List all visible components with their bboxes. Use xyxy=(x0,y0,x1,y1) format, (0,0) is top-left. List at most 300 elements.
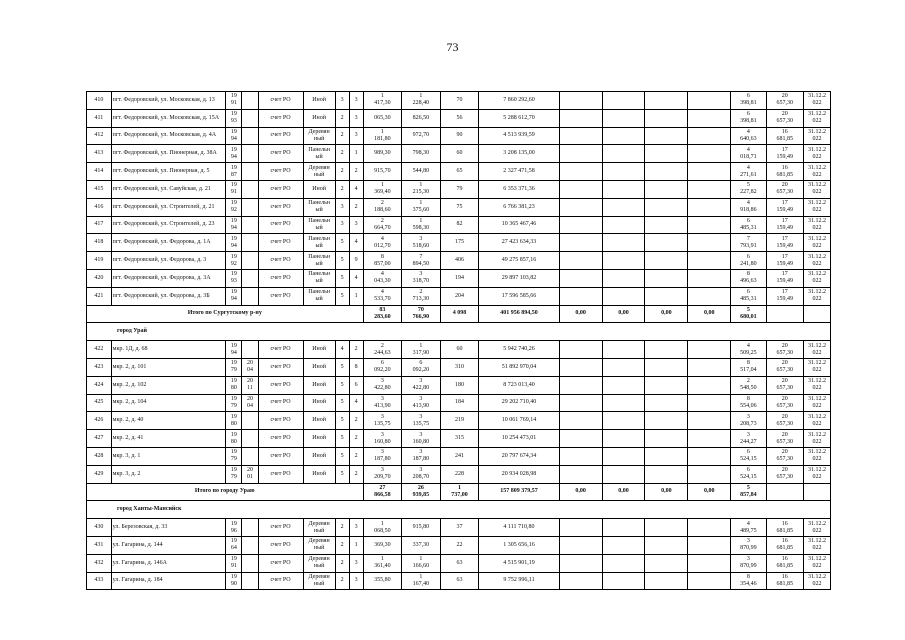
empty-cell xyxy=(688,180,731,198)
unit-cost-cell-line: 4 xyxy=(746,342,750,349)
floors-cell: 5 xyxy=(335,430,349,448)
table-body xyxy=(87,92,831,590)
cost-cell: 5 288 612,70 xyxy=(479,109,559,127)
unit-cost-cell xyxy=(731,163,766,181)
empty-cell xyxy=(559,180,602,198)
deadline-cell-line: 022 xyxy=(812,474,822,481)
total-area-cell xyxy=(363,198,402,216)
total-area-cell-line: 4 xyxy=(380,235,384,242)
year-built-cell-line: 19 xyxy=(230,289,237,296)
page-number: 73 xyxy=(446,40,459,54)
housing-register-table xyxy=(86,91,831,590)
residents-cell: 56 xyxy=(440,109,479,127)
total-area-cell xyxy=(363,465,402,483)
empty-cell xyxy=(602,536,645,554)
living-area-cell-line: 6 xyxy=(419,360,423,367)
wall-material-cell: Деревян ный xyxy=(303,127,335,145)
row-number: 432 xyxy=(87,554,112,572)
unit-cost-cell-line: 8 xyxy=(746,271,750,278)
max-cost-cell-line: 681,85 xyxy=(776,135,794,142)
unit-cost-cell xyxy=(731,180,766,198)
floors-cell: 2 xyxy=(335,180,349,198)
year-commissioned-cell xyxy=(242,412,258,430)
row-number: 428 xyxy=(87,447,112,465)
empty-cell xyxy=(602,145,645,163)
cost-cell: 6 766 381,23 xyxy=(479,198,559,216)
deadline-cell-line: 31.12.2 xyxy=(808,182,827,189)
account-cell: счет РО xyxy=(258,109,303,127)
year-commissioned-cell xyxy=(242,198,258,216)
unit-cost-cell-line: 6 xyxy=(746,289,750,296)
deadline-cell-line: 31.12.2 xyxy=(808,111,827,118)
max-cost-cell-line: 657,30 xyxy=(776,474,794,481)
empty-cell xyxy=(602,92,645,110)
year-built-cell xyxy=(226,572,242,590)
year-built-cell-line: 94 xyxy=(230,224,237,231)
total-area-cell-line: 83 xyxy=(379,306,386,313)
empty-cell xyxy=(602,163,645,181)
wall-material-cell: Иной xyxy=(303,412,335,430)
unit-cost-cell-line: 485,31 xyxy=(740,224,757,231)
deadline-cell-line: 31.12.2 xyxy=(808,271,827,278)
living-area-cell-line: 3 xyxy=(419,449,423,456)
wall-material-cell: Иной xyxy=(303,358,335,376)
table-row xyxy=(87,447,831,465)
deadline-cell-line: 31.12.2 xyxy=(808,573,827,580)
deadline-cell-line: 022 xyxy=(812,135,822,142)
address-cell: ул. Березовская, д. 33 xyxy=(111,519,226,537)
year-built-cell xyxy=(226,234,242,252)
total-area-cell xyxy=(363,163,402,181)
year-built-cell xyxy=(226,163,242,181)
table-row xyxy=(87,572,831,590)
row-number: 412 xyxy=(87,127,112,145)
account-cell: счет РО xyxy=(258,536,303,554)
year-built-cell-line: 79 xyxy=(230,402,237,409)
empty-cell xyxy=(602,216,645,234)
living-area-cell-line: 375,60 xyxy=(412,207,430,214)
empty-cell xyxy=(645,536,688,554)
empty-cell xyxy=(688,465,731,483)
row-number: 426 xyxy=(87,412,112,430)
unit-cost-cell-line: 793,91 xyxy=(740,242,757,249)
unit-cost-cell-line: 5 xyxy=(746,306,750,313)
entrances-cell: 4 xyxy=(349,269,363,287)
empty-cell xyxy=(602,180,645,198)
unit-cost-cell-line: 680,01 xyxy=(740,313,757,320)
zero-cell: 0,00 xyxy=(559,305,602,323)
max-cost-cell-line: 20 xyxy=(781,449,788,456)
cost-cell: 29 202 710,40 xyxy=(479,394,559,412)
empty-cell xyxy=(602,572,645,590)
residents-cell: 228 xyxy=(440,465,479,483)
living-area-cell-line: 3 xyxy=(419,467,423,474)
row-number: 415 xyxy=(87,180,112,198)
living-area-cell-line: 166,60 xyxy=(412,563,430,570)
living-area-cell-line: 713,30 xyxy=(412,296,430,303)
total-area-cell-line: 3 xyxy=(380,413,384,420)
empty-cell xyxy=(559,252,602,270)
year-built-cell-line: 94 xyxy=(230,135,237,142)
deadline-cell-line: 022 xyxy=(812,260,822,267)
floors-cell: 5 xyxy=(335,234,349,252)
empty-cell xyxy=(559,216,602,234)
floors-cell: 2 xyxy=(335,127,349,145)
deadline-cell-line: 31.12.2 xyxy=(808,289,827,296)
max-cost-cell xyxy=(766,92,804,110)
residents-cell: 63 xyxy=(440,554,479,572)
unit-cost-cell xyxy=(731,216,766,234)
wall-material-cell: Иной xyxy=(303,394,335,412)
empty-cell xyxy=(559,572,602,590)
row-number: 422 xyxy=(87,341,112,359)
empty-cell xyxy=(645,92,688,110)
max-cost-cell xyxy=(766,216,804,234)
unit-cost-cell-line: 496,63 xyxy=(740,278,757,285)
floors-cell: 3 xyxy=(335,216,349,234)
entrances-cell: 3 xyxy=(349,92,363,110)
max-cost-cell xyxy=(766,287,804,305)
cost-cell: 7 860 292,60 xyxy=(479,92,559,110)
year-built-cell-line: 79 xyxy=(230,474,237,481)
table-row xyxy=(87,127,831,145)
deadline-cell xyxy=(804,394,831,412)
floors-cell: 2 xyxy=(335,554,349,572)
empty-cell xyxy=(559,145,602,163)
entrances-cell: 3 xyxy=(349,554,363,572)
unit-cost-cell-line: 4 xyxy=(746,164,750,171)
year-built-cell-line: 19 xyxy=(230,93,237,100)
unit-cost-cell-line: 227,82 xyxy=(740,189,757,196)
entrances-cell: 2 xyxy=(349,198,363,216)
empty-cell xyxy=(559,358,602,376)
cost-cell: 20 797 674,34 xyxy=(479,447,559,465)
max-cost-cell-line: 681,85 xyxy=(776,563,794,570)
cost-cell: 3 208 135,00 xyxy=(479,145,559,163)
unit-cost-cell-line: 4 xyxy=(746,200,750,207)
unit-cost-cell-line: 6 xyxy=(746,111,750,118)
year-built-cell-line: 19 xyxy=(230,235,237,242)
max-cost-cell xyxy=(766,269,804,287)
year-built-cell-line: 96 xyxy=(230,527,237,534)
table-row xyxy=(87,163,831,181)
address-cell: мкр. 3, д. 1 xyxy=(111,447,226,465)
year-built-cell-line: 19 xyxy=(230,538,237,545)
max-cost-cell-line: 20 xyxy=(781,467,788,474)
year-built-cell-line: 94 xyxy=(230,349,237,356)
max-cost-cell xyxy=(766,109,804,127)
address-cell: пгт. Федоровский, ул. Строителей, д. 21 xyxy=(111,198,226,216)
unit-cost-cell-line: 6 xyxy=(746,93,750,100)
empty-cell xyxy=(602,127,645,145)
wall-material-cell: Иной xyxy=(303,465,335,483)
year-built-cell-line: 19 xyxy=(230,342,237,349)
empty-cell xyxy=(688,163,731,181)
total-area-cell xyxy=(363,145,402,163)
residents-cell: 315 xyxy=(440,430,479,448)
living-area-cell xyxy=(402,394,441,412)
row-number: 411 xyxy=(87,109,112,127)
living-area-cell-line: 70 xyxy=(417,306,424,313)
year-commissioned-cell xyxy=(242,358,258,376)
wall-material-cell: Деревян ный xyxy=(303,519,335,537)
year-built-cell xyxy=(226,216,242,234)
address-cell: пгт. Федоровский, ул. Федорова, д. 3Б xyxy=(111,287,226,305)
unit-cost-cell-line: 489,75 xyxy=(740,527,757,534)
empty-cell xyxy=(645,109,688,127)
empty-cell xyxy=(559,269,602,287)
empty-cell xyxy=(688,269,731,287)
empty-cell xyxy=(766,483,804,501)
max-cost-cell xyxy=(766,198,804,216)
year-built-cell-line: 19 xyxy=(230,164,237,171)
address-cell: ул. Гагарина, д. 144 xyxy=(111,536,226,554)
total-area-cell xyxy=(363,216,402,234)
year-built-cell-line: 80 xyxy=(230,438,237,445)
unit-cost-cell-line: 4 xyxy=(746,146,750,153)
max-cost-cell-line: 17 xyxy=(781,253,788,260)
max-cost-cell-line: 16 xyxy=(781,556,788,563)
living-area-cell-line: 798,30 xyxy=(412,150,430,157)
living-area-cell-line: 7 xyxy=(419,253,423,260)
table-row xyxy=(87,269,831,287)
living-area-cell xyxy=(402,269,441,287)
total-area-cell-line: 27 xyxy=(379,484,386,491)
unit-cost-cell-line: 398,81 xyxy=(740,100,757,107)
empty-cell xyxy=(688,92,731,110)
max-cost-cell xyxy=(766,163,804,181)
unit-cost-cell xyxy=(731,269,766,287)
total-area-cell xyxy=(363,519,402,537)
row-number: 419 xyxy=(87,252,112,270)
total-area-cell-line: 369,30 xyxy=(374,541,391,548)
year-built-cell xyxy=(226,287,242,305)
wall-material-cell: Панельн ый xyxy=(303,145,335,163)
empty-cell xyxy=(559,519,602,537)
deadline-cell xyxy=(804,234,831,252)
total-area-cell xyxy=(363,376,402,394)
deadline-cell-line: 31.12.2 xyxy=(808,128,827,135)
max-cost-cell xyxy=(766,519,804,537)
max-cost-cell-line: 681,85 xyxy=(776,580,794,587)
year-built-cell xyxy=(226,554,242,572)
account-cell: счет РО xyxy=(258,465,303,483)
total-area-cell-line: 4 xyxy=(380,289,384,296)
empty-cell xyxy=(602,465,645,483)
year-built-cell-line: 19 xyxy=(230,146,237,153)
cost-cell: 4 111 710,80 xyxy=(479,519,559,537)
year-built-cell-line: 19 xyxy=(230,217,237,224)
year-built-cell-line: 91 xyxy=(230,563,237,570)
city-name: город Ханты-Мансийск xyxy=(87,501,831,519)
unit-cost-cell xyxy=(731,127,766,145)
max-cost-cell-line: 16 xyxy=(781,520,788,527)
residents-cell: 204 xyxy=(440,287,479,305)
year-built-cell-line: 19 xyxy=(230,128,237,135)
max-cost-cell-line: 20 xyxy=(781,413,788,420)
year-commissioned-cell xyxy=(242,447,258,465)
city-name: город Урай xyxy=(87,323,831,341)
max-cost-cell xyxy=(766,554,804,572)
unit-cost-cell-line: 6 xyxy=(746,467,750,474)
row-number: 413 xyxy=(87,145,112,163)
total-area-cell-line: 209,70 xyxy=(374,474,391,481)
max-cost-cell xyxy=(766,536,804,554)
unit-cost-cell xyxy=(731,198,766,216)
account-cell: счет РО xyxy=(258,572,303,590)
living-area-cell-line: 894,50 xyxy=(412,260,430,267)
total-area-cell xyxy=(363,483,402,501)
cost-cell: 4 515 901,19 xyxy=(479,554,559,572)
unit-cost-cell xyxy=(731,92,766,110)
living-area-cell-line: 3 xyxy=(419,395,423,402)
living-area-cell-line: 915,80 xyxy=(412,524,430,531)
entrances-cell: 6 xyxy=(349,376,363,394)
max-cost-cell-line: 20 xyxy=(781,342,788,349)
living-area-cell-line: 939,85 xyxy=(412,491,430,498)
unit-cost-cell-line: 857,84 xyxy=(740,491,757,498)
empty-cell xyxy=(688,412,731,430)
year-built-cell-line: 92 xyxy=(230,207,237,214)
deadline-cell xyxy=(804,519,831,537)
deadline-cell-line: 31.12.2 xyxy=(808,449,827,456)
empty-cell xyxy=(804,483,831,501)
wall-material-cell: Деревян ный xyxy=(303,572,335,590)
residents-cell: 60 xyxy=(440,341,479,359)
floors-cell: 4 xyxy=(335,341,349,359)
unit-cost-cell-line: 918,86 xyxy=(740,207,757,214)
year-commissioned-cell-line: 20 xyxy=(246,360,253,367)
residents-cell: 79 xyxy=(440,180,479,198)
address-cell: мкр. 2, д. 101 xyxy=(111,358,226,376)
address-cell: пгт. Федоровский, ул. Федорова, д. 1А xyxy=(111,234,226,252)
max-cost-cell-line: 657,30 xyxy=(776,367,794,374)
empty-cell xyxy=(602,287,645,305)
account-cell: счет РО xyxy=(258,447,303,465)
deadline-cell-line: 022 xyxy=(812,367,822,374)
year-built-cell-line: 93 xyxy=(230,278,237,285)
total-area-cell-line: 244,63 xyxy=(374,349,391,356)
residents-cell: 4 098 xyxy=(440,305,479,323)
row-number: 418 xyxy=(87,234,112,252)
year-built-cell-line: 19 xyxy=(230,378,237,385)
year-commissioned-cell-line: 20 xyxy=(246,467,253,474)
deadline-cell-line: 31.12.2 xyxy=(808,342,827,349)
max-cost-cell-line: 17 xyxy=(781,200,788,207)
residents-cell: 184 xyxy=(440,394,479,412)
address-cell: мкр. 2, д. 104 xyxy=(111,394,226,412)
max-cost-cell-line: 159,49 xyxy=(776,242,794,249)
floors-cell: 5 xyxy=(335,269,349,287)
unit-cost-cell-line: 271,61 xyxy=(740,171,757,178)
empty-cell xyxy=(559,465,602,483)
floors-cell: 2 xyxy=(335,536,349,554)
residents-cell: 406 xyxy=(440,252,479,270)
deadline-cell-line: 31.12.2 xyxy=(808,413,827,420)
year-built-cell xyxy=(226,252,242,270)
wall-material-cell: Иной xyxy=(303,430,335,448)
total-area-cell xyxy=(363,394,402,412)
address-cell: мкр. 2, д. 102 xyxy=(111,376,226,394)
empty-cell xyxy=(688,252,731,270)
empty-cell xyxy=(688,216,731,234)
max-cost-cell-line: 657,30 xyxy=(776,456,794,463)
account-cell: счет РО xyxy=(258,180,303,198)
year-commissioned-cell xyxy=(242,180,258,198)
max-cost-cell xyxy=(766,376,804,394)
floors-cell: 5 xyxy=(335,376,349,394)
deadline-cell-line: 022 xyxy=(812,278,822,285)
zero-cell: 0,00 xyxy=(645,483,688,501)
entrances-cell: 2 xyxy=(349,430,363,448)
max-cost-cell xyxy=(766,252,804,270)
year-built-cell xyxy=(226,269,242,287)
year-commissioned-cell xyxy=(242,394,258,412)
empty-cell xyxy=(688,376,731,394)
cost-cell: 1 305 656,16 xyxy=(479,536,559,554)
empty-cell xyxy=(688,198,731,216)
entrances-cell: 1 xyxy=(349,287,363,305)
living-area-cell-line: 318,70 xyxy=(412,278,430,285)
unit-cost-cell-line: 524,15 xyxy=(740,456,757,463)
total-area-cell-line: 3 xyxy=(380,395,384,402)
deadline-cell xyxy=(804,341,831,359)
unit-cost-cell xyxy=(731,465,766,483)
total-area-cell-line: 2 xyxy=(380,217,384,224)
year-built-cell xyxy=(226,412,242,430)
total-area-cell-line: 533,70 xyxy=(374,296,391,303)
max-cost-cell-line: 657,30 xyxy=(776,189,794,196)
address-cell: пгт. Федоровский, ул. Федорова, д. 3А xyxy=(111,269,226,287)
empty-cell xyxy=(602,358,645,376)
table-row xyxy=(87,109,831,127)
living-area-cell-line: 1 xyxy=(419,217,423,224)
deadline-cell-line: 022 xyxy=(812,580,822,587)
max-cost-cell-line: 657,30 xyxy=(776,349,794,356)
living-area-cell-line: 1 xyxy=(419,556,423,563)
year-built-cell-line: 93 xyxy=(230,118,237,125)
deadline-cell-line: 31.12.2 xyxy=(808,431,827,438)
year-built-cell-line: 19 xyxy=(230,360,237,367)
empty-cell xyxy=(602,269,645,287)
unit-cost-cell-line: 640,63 xyxy=(740,135,757,142)
max-cost-cell-line: 681,85 xyxy=(776,545,794,552)
living-area-cell xyxy=(402,252,441,270)
total-area-cell-line: 4 xyxy=(380,271,384,278)
empty-cell xyxy=(602,394,645,412)
year-commissioned-cell xyxy=(242,519,258,537)
address-cell: пгт. Федоровский, ул. Строителей, д. 23 xyxy=(111,216,226,234)
deadline-cell-line: 022 xyxy=(812,296,822,303)
empty-cell xyxy=(559,447,602,465)
unit-cost-cell-line: 3 xyxy=(746,413,750,420)
max-cost-cell-line: 20 xyxy=(781,360,788,367)
account-cell: счет РО xyxy=(258,127,303,145)
row-number: 417 xyxy=(87,216,112,234)
cost-cell: 29 897 103,82 xyxy=(479,269,559,287)
year-commissioned-cell-line: 20 xyxy=(246,395,253,402)
year-commissioned-cell xyxy=(242,216,258,234)
total-label: Итого по городу Ураю xyxy=(87,483,364,501)
row-number: 431 xyxy=(87,536,112,554)
residents-cell: 90 xyxy=(440,127,479,145)
max-cost-cell-line: 657,30 xyxy=(776,402,794,409)
empty-cell xyxy=(688,394,731,412)
total-area-cell-line: 1 xyxy=(380,182,384,189)
cost-cell: 49 275 857,16 xyxy=(479,252,559,270)
row-number: 429 xyxy=(87,465,112,483)
total-area-cell-line: 3 xyxy=(380,378,384,385)
